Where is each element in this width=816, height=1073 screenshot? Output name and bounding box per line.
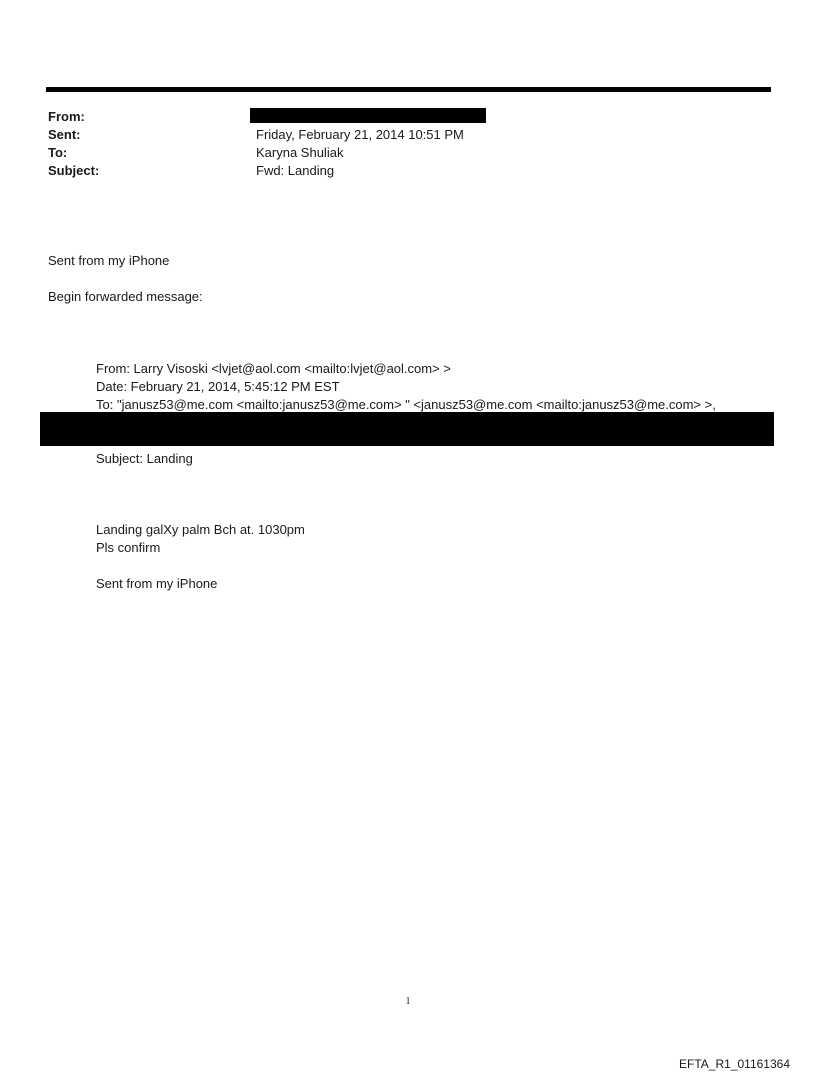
message-line-2: Pls confirm <box>96 540 161 555</box>
forwarded-from-line: From: Larry Visoski <lvjet@aol.com <mailto:lvjet@aol.com> > <box>96 361 451 376</box>
to-value: Karyna Shuliak <box>256 145 344 160</box>
forwarded-date-line: Date: February 21, 2014, 5:45:12 PM EST <box>96 379 340 394</box>
forwarded-subject-line: Subject: Landing <box>96 451 193 466</box>
sent-from-line: Sent from my iPhone <box>48 253 170 268</box>
to-label: To: <box>48 145 68 160</box>
bates-number: EFTA_R1_01161364 <box>679 1057 790 1071</box>
message-line-1: Landing galXy palm Bch at. 1030pm <box>96 522 305 537</box>
cc-redaction <box>40 412 774 446</box>
page-number: 1 <box>405 996 411 1007</box>
subject-value: Fwd: Landing <box>256 163 335 178</box>
begin-forwarded-line: Begin forwarded message: <box>48 289 203 304</box>
sent-value: Friday, February 21, 2014 10:51 PM <box>256 127 464 142</box>
forwarded-signature: Sent from my iPhone <box>96 576 218 591</box>
forwarded-to-line: To: "janusz53@me.com <mailto:janusz53@me.com> " <janusz53@me.com <mailto:janusz53@me.com> >, <box>96 397 716 412</box>
header-rule <box>46 87 771 92</box>
from-redaction <box>250 108 486 123</box>
sent-label: Sent: <box>48 127 81 142</box>
subject-label: Subject: <box>48 163 100 178</box>
from-label: From: <box>48 109 85 124</box>
